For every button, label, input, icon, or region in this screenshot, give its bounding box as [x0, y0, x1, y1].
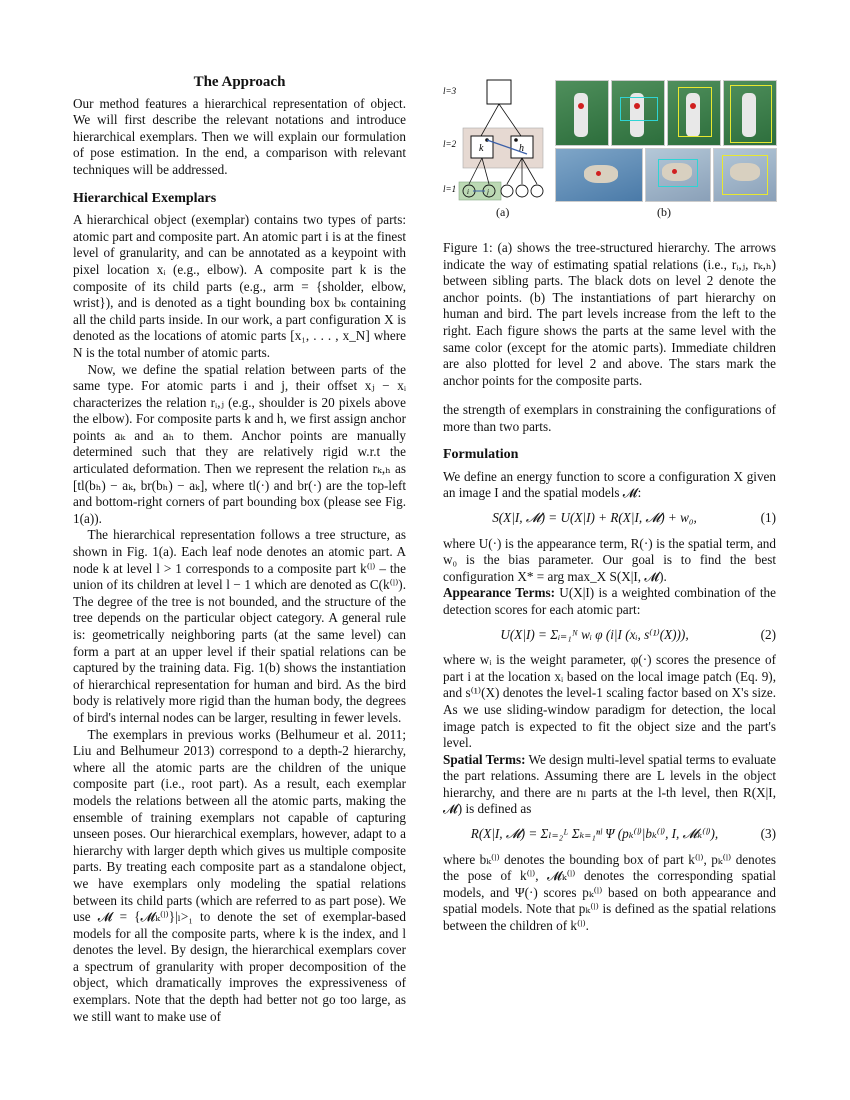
leaf-node: [516, 185, 528, 197]
appearance-terms-paragraph: [443, 585, 776, 618]
appearance-explanation: where wᵢ is the weight parameter, φ(·) scores the presence of part i at the location xᵢ based on the local image patch (Eq. 9), and s⁽¹⁾(X) denotes the level-1 scaling factor based on X's size. As we use sliding-window paradigm for detection, the local image patch is expected to fit the object size and the part's level.: [443, 652, 776, 751]
spatial-terms-text: We design multi-level spatial terms to evaluate the part relations. Assuming there are L levels in the object hierarchy, and there are nₗ parts at the l-th level, then R(X|I, 𝓜) is defined as: [443, 751, 776, 817]
section-title: The Approach: [193, 74, 286, 90]
subfigure-label-a: (a): [496, 205, 510, 219]
leaf-node: [531, 185, 543, 197]
level-label-2: l=2: [443, 139, 457, 149]
equation-3-number: (3): [760, 826, 776, 842]
photo-human-level2: [611, 80, 665, 146]
photo-human-level4: [723, 80, 777, 146]
leaf-label-i: i: [467, 188, 469, 196]
equation-2-body: U(X|I) = Σᵢ₌₁ᴺ wᵢ φ (i|I (xᵢ, s⁽¹⁾(X))),: [500, 626, 689, 642]
photo-bird-level2: [645, 148, 711, 202]
paragraph-spatial-relation: Now, we define the spatial relation between parts of the same type. For atomic parts i and j, their offset xⱼ − xᵢ characterizes the relation rᵢ,ⱼ (e.g., shoulder is 20 pixels above the elbow). For composite parts k and h, we first assign anchor points aₖ and aₕ to them. Anchor points are manually determined such that they are relatively rigid w.r.t the articulated deformation. Then we represent the relation rₖ,ₕ as [tl(bₕ) − aₖ, br(bₕ) − aₖ], where tl(·) and br(·) are the top-left and bottom-right corners of part bounding box (please see Fig. 1(a)).: [73, 361, 406, 526]
appearance-terms-heading: Appearance Terms:: [443, 585, 555, 601]
appearance-terms-text: U(X|I) is a weighted combination of the detection scores for each atomic part:: [443, 585, 776, 617]
node-h-label: h: [519, 143, 524, 154]
root-node: [487, 80, 511, 104]
subfigure-label-b: (b): [657, 205, 671, 219]
formulation-intro: We define an energy function to score a configuration X given an image I and the spatial models 𝓜:: [443, 468, 776, 501]
equation-1: [443, 510, 776, 527]
right-column: [443, 402, 776, 935]
equation-1-body: S(X|I, 𝓜) = U(X|I) + R(X|I, 𝓜) + w₀,: [492, 509, 697, 525]
subsection-heading-formulation: Formulation: [443, 447, 519, 463]
paragraph-previous-works: The exemplars in previous works (Belhumeur et al. 2011; Liu and Belhumeur 2013) correspond to a depth-2 hierarchy, where all the atomic parts are the children of the unique composite part (i.e., root part). As a result, each exemplar models the relations between all the atomic parts, making the ensemble of training exemplars not capable of capturing unseen poses. Our hierarchical exemplars, however, adapt to a hierarchy with larger depth which gives us multiple composite parts. By treating each composite part as a standalone object, we have exemplars only modeling the spatial relations between its child parts (which are referred to as part pose). We use 𝓜 = {𝓜ₖ⁽ˡ⁾}|ₗ>₁ to denote the set of exemplar-based models for all the composite parts, where k is the index, and l denotes the level. By design, the hierarchical exemplars cover a spectrum of granularity with proper decomposition of the object, which dramatically improves the expressiveness of exemplars. Note that the depth had better not go too large, as we still want to make use of: [73, 726, 406, 1024]
subsection-heading-hierarchical-exemplars: Hierarchical Exemplars: [73, 190, 217, 206]
spatial-terms-heading: Spatial Terms:: [443, 751, 526, 767]
node-k-label: k: [479, 143, 484, 154]
leaf-label-j: j: [487, 188, 489, 196]
formulation-goal: where U(·) is the appearance term, R(·) is the spatial term, and w₀ is the bias parameter. Our goal is to find the best configuration X* = arg max_X S(X|I, 𝓜).: [443, 535, 776, 584]
left-column: [73, 74, 406, 1025]
photo-human-level1: [555, 80, 609, 146]
paragraph-parts: A hierarchical object (exemplar) contains two types of parts: atomic part and composite part. An atomic part i is at the finest level of granularity, and can be annotated as a keypoint with pixel location xᵢ (e.g., elbow). A composite part k is the composite of its child parts (e.g., arm = {sholder, elbow, wrist}), and is denoted as a tight bounding box bₖ containing all the child parts inside. In our work, a part configuration X is denoted as the locations of atomic parts [x₁, . . . , x_N] where N is the total number of atomic parts.: [73, 212, 406, 360]
level-label-3: l=3: [443, 86, 457, 96]
photo-bird-level1: [555, 148, 643, 202]
equation-1-number: (1): [760, 509, 776, 525]
continuation-paragraph: the strength of exemplars in constraining the configurations of more than two parts.: [443, 402, 776, 434]
photo-bird-level3: [713, 148, 777, 202]
level-label-1: l=1: [443, 184, 457, 194]
hierarchy-diagram: [443, 74, 553, 204]
figure-1: [443, 74, 776, 236]
spatial-terms-paragraph: [443, 752, 776, 818]
intro-paragraph: Our method features a hierarchical representation of object. We will first describe the relevant notations and introduce hierarchical exemplars. Then we will explain our formulation of pose estimation. In the end, a comparison with relevant techniques will be addressed.: [73, 95, 406, 177]
equation-2: [443, 627, 776, 644]
leaf-node: [501, 185, 513, 197]
spatial-explanation: where bₖ⁽ˡ⁾ denotes the bounding box of part k⁽ˡ⁾, pₖ⁽ˡ⁾ denotes the pose of k⁽ˡ⁾, 𝓜ₖ⁽ˡ⁾ denotes the corresponding spatial models, and Ψ(·) scores pₖ⁽ˡ⁾ based on both appearance and spatial models. Note that pₖ⁽ˡ⁾ is defined as the spatial relations between the children of k⁽ˡ⁾.: [443, 851, 776, 934]
anchor-point-h: [514, 138, 518, 142]
paragraph-tree-structure: The hierarchical representation follows a tree structure, as shown in Fig. 1(a). Each leaf node denotes an atomic part. A node k at level l > 1 corresponds to a composite part k⁽ˡ⁾ – the union of its children at level l − 1 which are denoted as C(k⁽ˡ⁾). The degree of the tree is not bounded, and the structure of the tree depends on the particular object category. A general rule is: geometrically neighboring parts (at the same level) can form a part at an upper level if their spatial relations can be captured by the training data. Fig. 1(b) shows the instantiation of hierarchical representation for human and bird. As the bird body is relatively more rigid than the human body, the degrees of bird's internal nodes can be larger, resulting in fewer levels.: [73, 527, 406, 725]
photo-human-level3: [667, 80, 721, 146]
equation-2-number: (2): [760, 626, 776, 642]
equation-3-body: R(X|I, 𝓜) = Σₗ₌₂ᴸ Σₖ₌₁ⁿˡ Ψ (pₖ⁽ˡ⁾|bₖ⁽ˡ⁾, I, 𝓜ₖ⁽ˡ⁾),: [470, 826, 719, 842]
equation-3: [443, 826, 776, 843]
figure-caption: Figure 1: (a) shows the tree-structured hierarchy. The arrows indicate the way of estimating spatial relations (i.e., rᵢ,ⱼ, rₖ,ₕ) between sibling parts. The black dots on level 2 denote the anchor points. (b) The instantiations of part hierarchy on human and bird. The part levels increase from the left to the right. Each figure shows the parts at the same level with the same color (except for the atomic parts). Immediate children are also plotted for level 2 and above. The stars mark the anchor points for the composite parts.: [443, 240, 776, 388]
